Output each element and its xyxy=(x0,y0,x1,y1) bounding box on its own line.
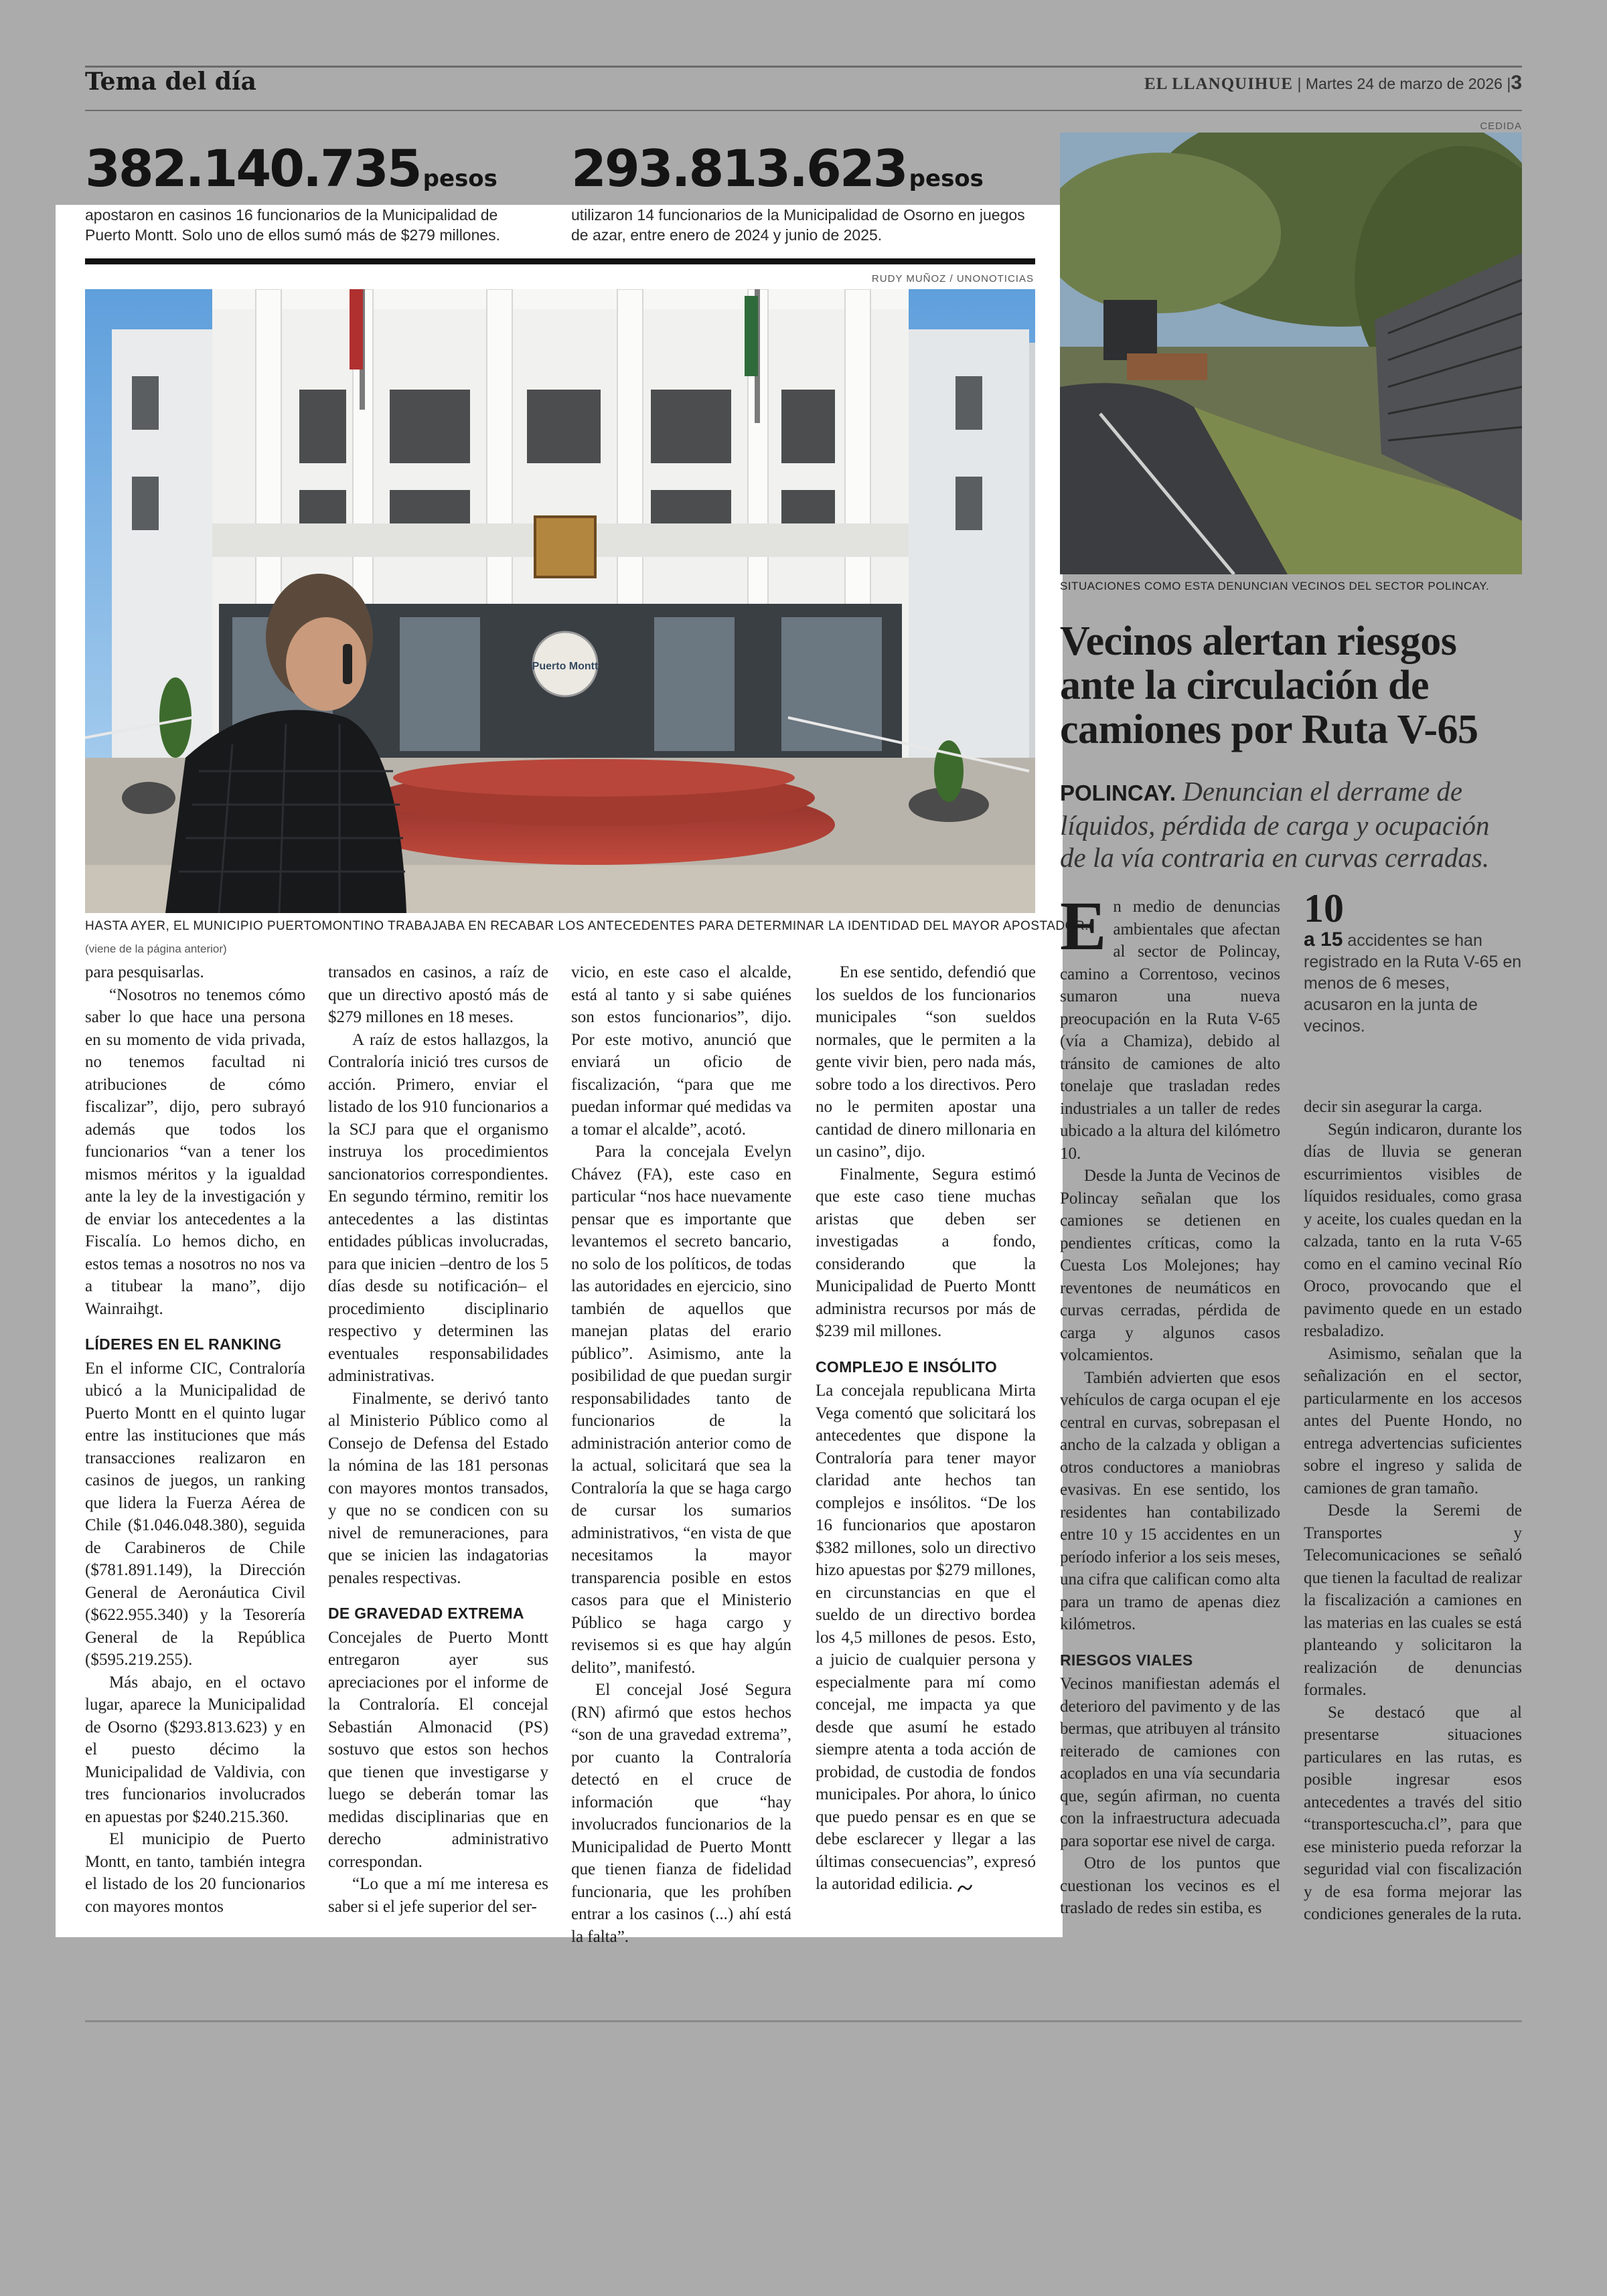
paragraph xyxy=(85,1358,305,1671)
side-kicker: POLINCAY. xyxy=(1060,781,1176,805)
article-column-3 xyxy=(571,961,791,1948)
paragraph-text: Vecinos manifiestan además el deterioro del pavimento y de las bermas, que atribuyen al tránsito reiterado de camiones con acoplados en una vía secundaria que, según afirman, no cuenta con la infraestructura adecuada para soportar ese nivel de carga. xyxy=(1060,1675,1280,1850)
paragraph-text: Desde la Junta de Vecinos de Polincay señalan que los camiones se detienen en pendientes críticas, como la Cuesta Los Molejones; hay reventones de neumáticos en curvas cerradas, pérdida de carga y algunos casos volcamientos. xyxy=(1060,1167,1280,1364)
article-column-2 xyxy=(328,961,548,1918)
paragraph xyxy=(328,1627,548,1874)
paragraph xyxy=(1304,1119,1522,1343)
paragraph-text: Para la concejala Evelyn Chávez (FA), este caso en particular “nos hace nuevamente pensar que es importante que levantemos el secreto bancario, no solo de los políticos, de todas las autoridades en ejercicio, sino también de aquellos que manejan platas del erario público”. Asimismo, ante la posibilidad de que puedan surgir responsabilidades tanto de funcionarios de la administración anterior como de la actual, solicitará que sea la Contraloría la que se haga cargo de cursar los sumarios administrativos, “en vista de que necesitamos la mayor transparencia posible en estos casos para que el Ministerio Público se haga cargo y revisemos si es que hay algún delito”, manifestó. xyxy=(571,1143,791,1677)
paragraph-text: Otro de los puntos que cuestionan los vecinos es el traslado de redes sin estiba, es xyxy=(1060,1854,1280,1917)
road-photo xyxy=(1060,133,1522,574)
side-column-1 xyxy=(1060,888,1280,1920)
fact-box xyxy=(1304,888,1522,1037)
paragraph xyxy=(328,1873,548,1918)
photo-credit: RUDY MUÑOZ / UNONOTICIAS xyxy=(871,273,1034,284)
side-photo-caption: SITUACIONES COMO ESTA DENUNCIAN VECINOS DEL SECTOR POLINCAY. xyxy=(1060,580,1490,592)
subheading xyxy=(816,1356,1036,1379)
figure-puerto-montt xyxy=(85,139,498,198)
paragraph xyxy=(816,1380,1036,1896)
paragraph xyxy=(85,984,305,1321)
paragraph-text: El municipio de Puerto Montt, en tanto, también integra el listado de los 20 funcionarios con mayores montos xyxy=(85,1830,305,1916)
subheading-text: COMPLEJO E INSÓLITO xyxy=(816,1358,998,1376)
side-photo-credit: CEDIDA xyxy=(1480,120,1522,132)
paragraph-text: transados en casinos, a raíz de que un directivo apostó más de $279 millones en 18 meses. xyxy=(328,963,548,1026)
paragraph xyxy=(85,1828,305,1918)
side-headline: Vecinos alertan riesgos ante la circulación de camiones por Ruta V-65 xyxy=(1060,619,1478,752)
paragraph xyxy=(328,961,548,1029)
paragraph-text: vicio, en este caso el alcalde, está al tanto y si sabe quiénes son estos funcionarios”, dijo. Por este motivo, anunció que enviará un oficio de fiscalización, “para que me puedan informar qué medidas va a tomar el alcalde”, acotó. xyxy=(571,963,791,1139)
paragraph-text: decir sin asegurar la carga. xyxy=(1304,1098,1482,1116)
subheading-text: DE GRAVEDAD EXTREMA xyxy=(328,1605,524,1622)
footer-rule xyxy=(85,2020,1522,2022)
paragraph-text: para pesquisarlas. xyxy=(85,963,204,981)
paragraph-text: “Nosotros no tenemos cómo saber lo que hace una persona en su momento de vida privada, no tenemos facultad ni atribuciones de cómo fiscalizar”, dijo, pero subrayó además que todos los funcionarios “van a tener los mismos méritos y la igualdad ante la ley de la investigación y de enviar los antecedentes a la Fiscalía. Lo hemos dicho, en estos temas a nosotros no nos va a titubear la mano”, dijo Wainraihgt. xyxy=(85,985,305,1318)
paragraph xyxy=(328,1388,548,1590)
end-mark-icon xyxy=(957,1878,973,1892)
fact-text xyxy=(1304,929,1522,1037)
paragraph-text: En el informe CIC, Contraloría ubicó a la Municipalidad de Puerto Montt en el quinto lugar entre las instituciones que más transacciones realizaron en casinos de juegos, un ranking que lidera la Fuerza Aérea de Chile ($1.046.048.380), seguida de Carabineros de Chile ($781.891.149), la Dirección General de Aeronáutica Civil ($622.955.340) y la Tesorería General de la República ($595.219.255). xyxy=(85,1359,305,1669)
masthead xyxy=(1144,70,1522,98)
side-lead xyxy=(1060,775,1522,874)
paragraph-text: La concejala republicana Mirta Vega comentó que solicitará los antecedentes que dispone la Contraloría para tener mayor claridad ante hechos tan complejos e insólitos. “De los 16 funcionarios que apostaron $382 millones, solo un directivo hizo apuestas por $279 millones, en circunstancias en que el sueldo de un directivo bordea los 4,5 millones de pesos. Esto, a juicio de cualquier persona y especialmente para mí como concejal, me impacta ya que desde que asumí he estado siempre atenta a toda acción de probidad, de custodia de fondos municipales. Por ahora, lo único que puedo pensar es en que se debe esclarecer y llegar a las últimas consecuencias”, expresó la autoridad edilicia. xyxy=(816,1382,1036,1893)
paragraph xyxy=(1304,1702,1522,1926)
paragraph-text: A raíz de estos hallazgos, la Contraloría inició tres cursos de acción. Primero, enviar el listado de los 910 funcionarios a la SCJ para que el organismo instruya los procedimientos sancionatorios correspondientes. En segundo término, remitir los antecedentes a las distintas entidades públicas involucradas, para que inicien –dentro de los 5 días desde su notificación– el procedimiento disciplinario respectivo y determinen las eventuales responsabilidades administrativas. xyxy=(328,1030,548,1385)
paragraph-text: El concejal José Segura (RN) afirmó que estos hechos “son de una gravedad extrema”, por cuanto la Contraloría detectó en el cruce de información que “hay involucrados funcionarios de la Municipalidad de Puerto Montt que tienen fianza de fidelidad funcionaria, que les prohíben entrar a los casinos (...) ahí está la falta”. xyxy=(571,1681,791,1946)
paragraph xyxy=(1304,1096,1522,1119)
paragraph-text: Finalmente, se derivó tanto al Ministerio Público como al Consejo de Defensa del Estado la nómina de las 181 personas con mayores montos transados, y que no se condicen con su nivel de remuneraciones, para que se inicien las indagatorias penales respectivas. xyxy=(328,1389,548,1587)
building-sign: Puerto Montt xyxy=(532,661,599,672)
paragraph-text: Según indicaron, durante los días de lluvia se generan escurrimientos visibles de líquidos residuales, como grasa y aceite, los cuales quedan en la calzada, tanto en la ruta V-65 como en el camino vecinal Río Oroco, provocando que el pavimento quede en un estado resbaladizo. xyxy=(1304,1120,1522,1340)
paragraph-text: En ese sentido, defendió que los sueldos de los funcionarios municipales “son sueldos normales, que le permiten a la gente vivir bien, pero nada más, sobre todo a los directivos. Pero no le permiten apostar una cantidad de dinero millonaria en un casino”, dijo. xyxy=(816,963,1036,1161)
subheading-text: LÍDERES EN EL RANKING xyxy=(85,1335,282,1353)
subheading xyxy=(328,1603,548,1625)
issue-date: Martes 24 de marzo de 2026 xyxy=(1305,75,1503,92)
figure-number: 382.140.735 xyxy=(85,139,420,198)
section-label: Tema del día xyxy=(85,68,256,96)
side-lead-text: Denuncian el derrame de líquidos, pérdida de carga y ocupación de la vía contraria en curvas cerradas. xyxy=(1060,776,1490,873)
masthead-separator: | xyxy=(1297,75,1302,92)
paragraph xyxy=(328,1029,548,1388)
paragraph xyxy=(1304,1343,1522,1500)
road-truck-illustration xyxy=(1060,133,1522,574)
figure-unit: pesos xyxy=(423,165,498,192)
drop-cap: E xyxy=(1060,888,1107,965)
article-column-1 xyxy=(85,961,305,1918)
paragraph xyxy=(1060,1852,1280,1920)
fact-body: accidentes se han registrado en la Ruta V-65 en menos de 6 meses, acusaron en la junta de vecinos. xyxy=(1304,931,1522,1036)
paragraph-text: Concejales de Puerto Montt entregaron ayer sus apreciaciones por el informe de la Contraloría. El concejal Sebastián Almonacid (PS) sostuvo que estos son hechos que tienen que investigarse y luego se deberán tomar las medidas disciplinarias que en derecho administrativo correspondan. xyxy=(328,1628,548,1871)
header-bottom-rule xyxy=(85,110,1522,111)
photo-caption: HASTA AYER, EL MUNICIPIO PUERTOMONTINO TRABAJABA EN RECABAR LOS ANTECEDENTES PARA DETERMINAR LA IDENTIDAD DEL MAYOR APOSTADOR. xyxy=(85,919,1089,933)
paragraph xyxy=(571,1679,791,1948)
paragraph-text: Se destacó que al presentarse situaciones particulares en las rutas, es posible ingresar esos antecedentes a través del sitio “transportescucha.cl”, para que ese ministerio pueda reforzar la seguridad vial con fiscalización y de esa forma mejorar las condiciones generales de la ruta. xyxy=(1304,1703,1522,1923)
municipality-building-illustration xyxy=(85,289,1035,913)
paragraph-text: Asimismo, señalan que la señalización en el sector, particularmente en los accesos antes del Puente Hondo, no entrega advertencias suficientes sobre el ingreso y salida de camiones de gran tamaño. xyxy=(1304,1344,1522,1497)
subheading xyxy=(1060,1649,1280,1672)
header-top-rule xyxy=(85,66,1522,68)
article-column-4 xyxy=(816,961,1036,1896)
paragraph xyxy=(816,1163,1036,1343)
figure-osorno xyxy=(571,139,984,198)
paragraph-text: Desde la Seremi de Transportes y Telecomunicaciones se señaló que tienen la facultad de realizar la fiscalización a camiones en las materias en las cuales se está planteando y solicitaron la realización de denuncias formales. xyxy=(1304,1501,1522,1699)
municipality-photo xyxy=(85,289,1035,913)
paragraph xyxy=(1060,1673,1280,1852)
paragraph-text: n medio de denuncias ambientales que afectan al sector de Polincay, camino a Correntoso, vecinos sumaron una nueva preocupación en la Ruta V-65 (vía a Chamiza), debido al tránsito de camiones de alto tonelaje que trasladan redes industriales a un taller de redes ubicado a la altura del kilómetro 10. xyxy=(1060,898,1280,1163)
figure-description: utilizaron 14 funcionarios de la Municipalidad de Osorno en juegos de azar, entre enero de 2024 y junio de 2025. xyxy=(571,206,1025,244)
figure-unit: pesos xyxy=(909,165,984,192)
paragraph-text: “Lo que a mí me interesa es saber si el jefe superior del ser- xyxy=(328,1875,548,1916)
figure-number: 293.813.623 xyxy=(571,139,907,198)
paragraph xyxy=(1304,1499,1522,1702)
paragraph-text: Finalmente, Segura estimó que este caso tiene muchas aristas que deben ser investigadas a fondo, considerando que la Municipalidad de Puerto Montt administra recursos por más de $239 mil millones. xyxy=(816,1165,1036,1340)
page-number: 3 xyxy=(1511,72,1522,94)
paragraph-text: También advierten que esos vehículos de carga ocupan el eje central en curvas, sobrepasan el ancho de la calzada y obligan a otros conductores a maniobras evasivas. En ese sentido, los residentes han contabilizado entre 10 y 15 accidentes en un período inferior a los seis meses, una cifra que califican como alta para un tramo de apenas diez kilómetros. xyxy=(1060,1368,1280,1633)
paragraph xyxy=(571,1141,791,1679)
paragraph xyxy=(85,961,305,984)
paragraph xyxy=(1060,1165,1280,1367)
continued-note: (viene de la página anterior) xyxy=(85,942,227,955)
paragraph xyxy=(85,1671,305,1829)
subheading xyxy=(85,1333,305,1356)
paper-name: EL LLANQUIHUE xyxy=(1144,75,1294,93)
masthead-separator: | xyxy=(1507,75,1511,92)
paragraph-text: Más abajo, en el octavo lugar, aparece la Municipalidad de Osorno ($293.813.623) y en el puesto décimo la Municipalidad de Valdivia, con tres funcionarios involucrados en apuestas por $240.215.360. xyxy=(85,1673,305,1826)
side-column-2 xyxy=(1304,1096,1522,1926)
fact-big-number: 10 xyxy=(1304,886,1344,930)
paragraph xyxy=(571,961,791,1141)
paragraph xyxy=(1060,888,1280,1165)
subheading-text: RIESGOS VIALES xyxy=(1060,1651,1193,1669)
paragraph xyxy=(816,961,1036,1163)
fact-prefix: a 15 xyxy=(1304,928,1343,951)
figure-description: apostaron en casinos 16 funcionarios de la Municipalidad de Puerto Montt. Solo uno de ellos sumó más de $279 millones. xyxy=(85,206,501,244)
paragraph xyxy=(1060,1367,1280,1636)
thick-rule xyxy=(85,258,1035,264)
